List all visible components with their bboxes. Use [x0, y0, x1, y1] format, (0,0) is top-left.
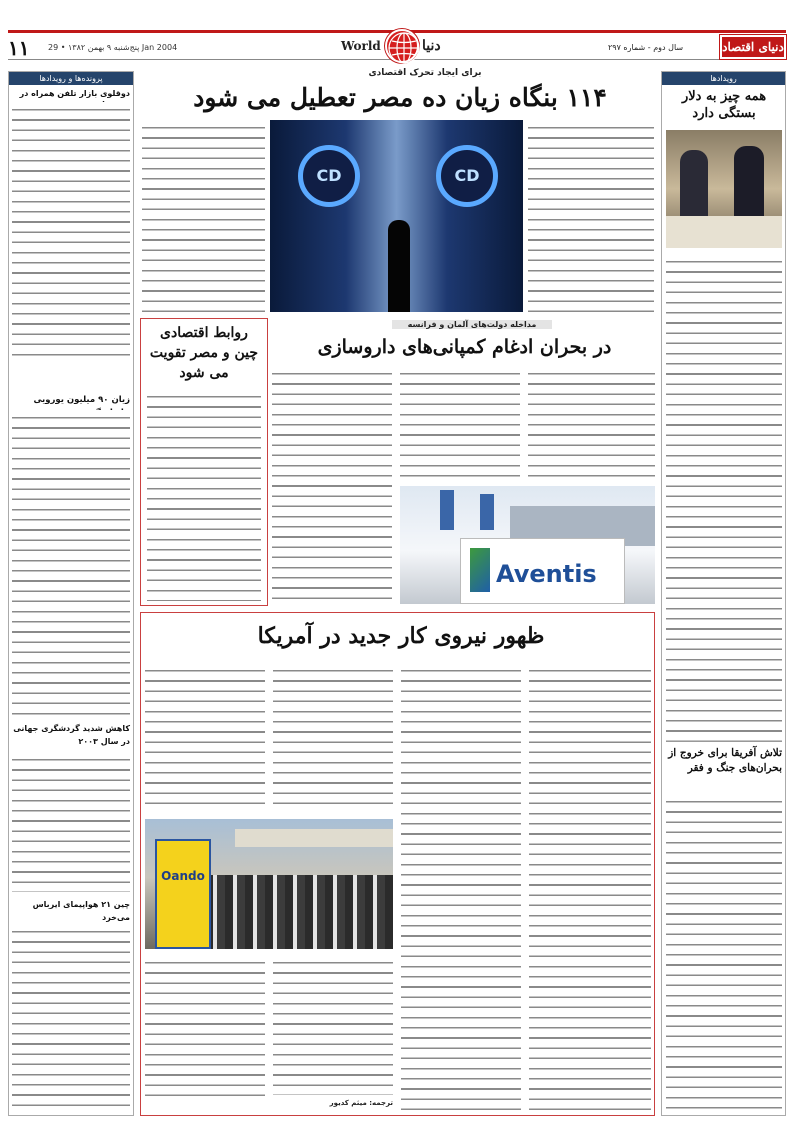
right-top-photo: [666, 130, 782, 248]
aventis-logo-mark: [470, 548, 490, 592]
main-story-text-right: [528, 120, 654, 312]
right-divider: [666, 741, 782, 742]
second-story-photo: [400, 486, 655, 604]
cd-sign-label-right: CD: [454, 166, 480, 185]
right-sidebar-heading: رویدادها: [662, 72, 785, 85]
bottom-text-col1: [145, 663, 265, 813]
left-sidebar-heading: پرونده‌ها و رویدادها: [9, 72, 133, 85]
left-story3-title: کاهش شدید گردشگری جهانی در سال ۲۰۰۳: [13, 724, 130, 746]
left-story1-text: [12, 102, 130, 357]
second-story-title: در بحران ادغام کمپانی‌های داروسازی: [317, 336, 612, 358]
bottom-story-title: ظهور نیروی کار جدید در آمریکا: [257, 623, 545, 649]
table-model: [666, 216, 782, 248]
bottom-text-col3: [401, 663, 521, 1113]
globe-icon: [385, 29, 419, 63]
oando-sign-label: Oando: [161, 869, 205, 883]
second-story-text-mid: [400, 366, 520, 480]
right-sidebar: [661, 71, 786, 1116]
main-story-text-left: [142, 120, 265, 312]
header-date: پنج‌شنبه ۹ بهمن ۱۳۸۲ • 29 Jan 2004: [48, 43, 178, 52]
section-title-en: World: [341, 39, 381, 53]
right-bottom-text: [666, 794, 782, 1112]
aventis-sign-label: Aventis: [496, 560, 597, 588]
right-bottom-title: تلاش آفریقا برای خروج از بحران‌های جنگ و فقر: [668, 747, 782, 774]
newspaper-logo: دنیای اقتصاد: [720, 35, 786, 59]
bottom-byline: ترجمه: میثم کدیور: [329, 1099, 393, 1107]
station-canopy: [235, 829, 393, 847]
flag-1: [440, 490, 454, 530]
bottom-story-photo: [145, 819, 393, 949]
second-story-kicker: مداخله دولت‌های آلمان و فرانسه: [392, 320, 552, 329]
bottom-text-col1-lower: [145, 955, 265, 1105]
main-story-kicker: برای ایجاد تحرک اقتصادی: [368, 68, 482, 78]
main-story-title: ۱۱۴ بنگاه زیان ده مصر تعطیل می شود: [193, 83, 607, 112]
silhouette-figure: [388, 220, 410, 312]
bottom-story: [140, 612, 655, 1116]
bottom-text-col2-lower: [273, 955, 393, 1095]
bottom-text-col4: [529, 663, 651, 1113]
second-story-text-left: [272, 366, 392, 604]
flag-2: [480, 494, 494, 530]
left-story4-text: [12, 924, 130, 1110]
issue-number: سال دوم - شماره ۲۹۷: [608, 43, 684, 52]
left-story3-text: [12, 752, 130, 892]
right-top-title: همه چیز به دلار بستگی دارد: [681, 89, 767, 121]
main-story-photo: [270, 120, 523, 312]
left-story4-title: چین ۲۱ هواپیمای ایرباس می‌خرد: [32, 900, 130, 922]
boxed-story: [140, 318, 268, 606]
boxed-story-title: روابط اقتصادی چین و مصر تقویت می شود: [149, 325, 259, 381]
second-story-text-right: [528, 366, 655, 480]
oando-sign: [155, 839, 211, 949]
left-sidebar: [8, 71, 134, 1116]
page-number: ۱۱: [8, 36, 30, 60]
right-top-text: [666, 254, 782, 744]
cd-sign-label-left: CD: [316, 166, 342, 185]
crowd: [205, 875, 393, 949]
boxed-story-text: [147, 389, 261, 601]
left-story2-title: زیان ۹۰ میلیون یورویی: [33, 395, 130, 405]
page-header: [8, 30, 786, 60]
second-story: [272, 318, 655, 606]
left-story1-title: دوقلوی بازار تلفن همراه در: [19, 89, 130, 98]
bottom-text-col2: [273, 663, 393, 813]
section-title-fa: دنیا: [422, 38, 441, 54]
main-story: [140, 64, 655, 314]
